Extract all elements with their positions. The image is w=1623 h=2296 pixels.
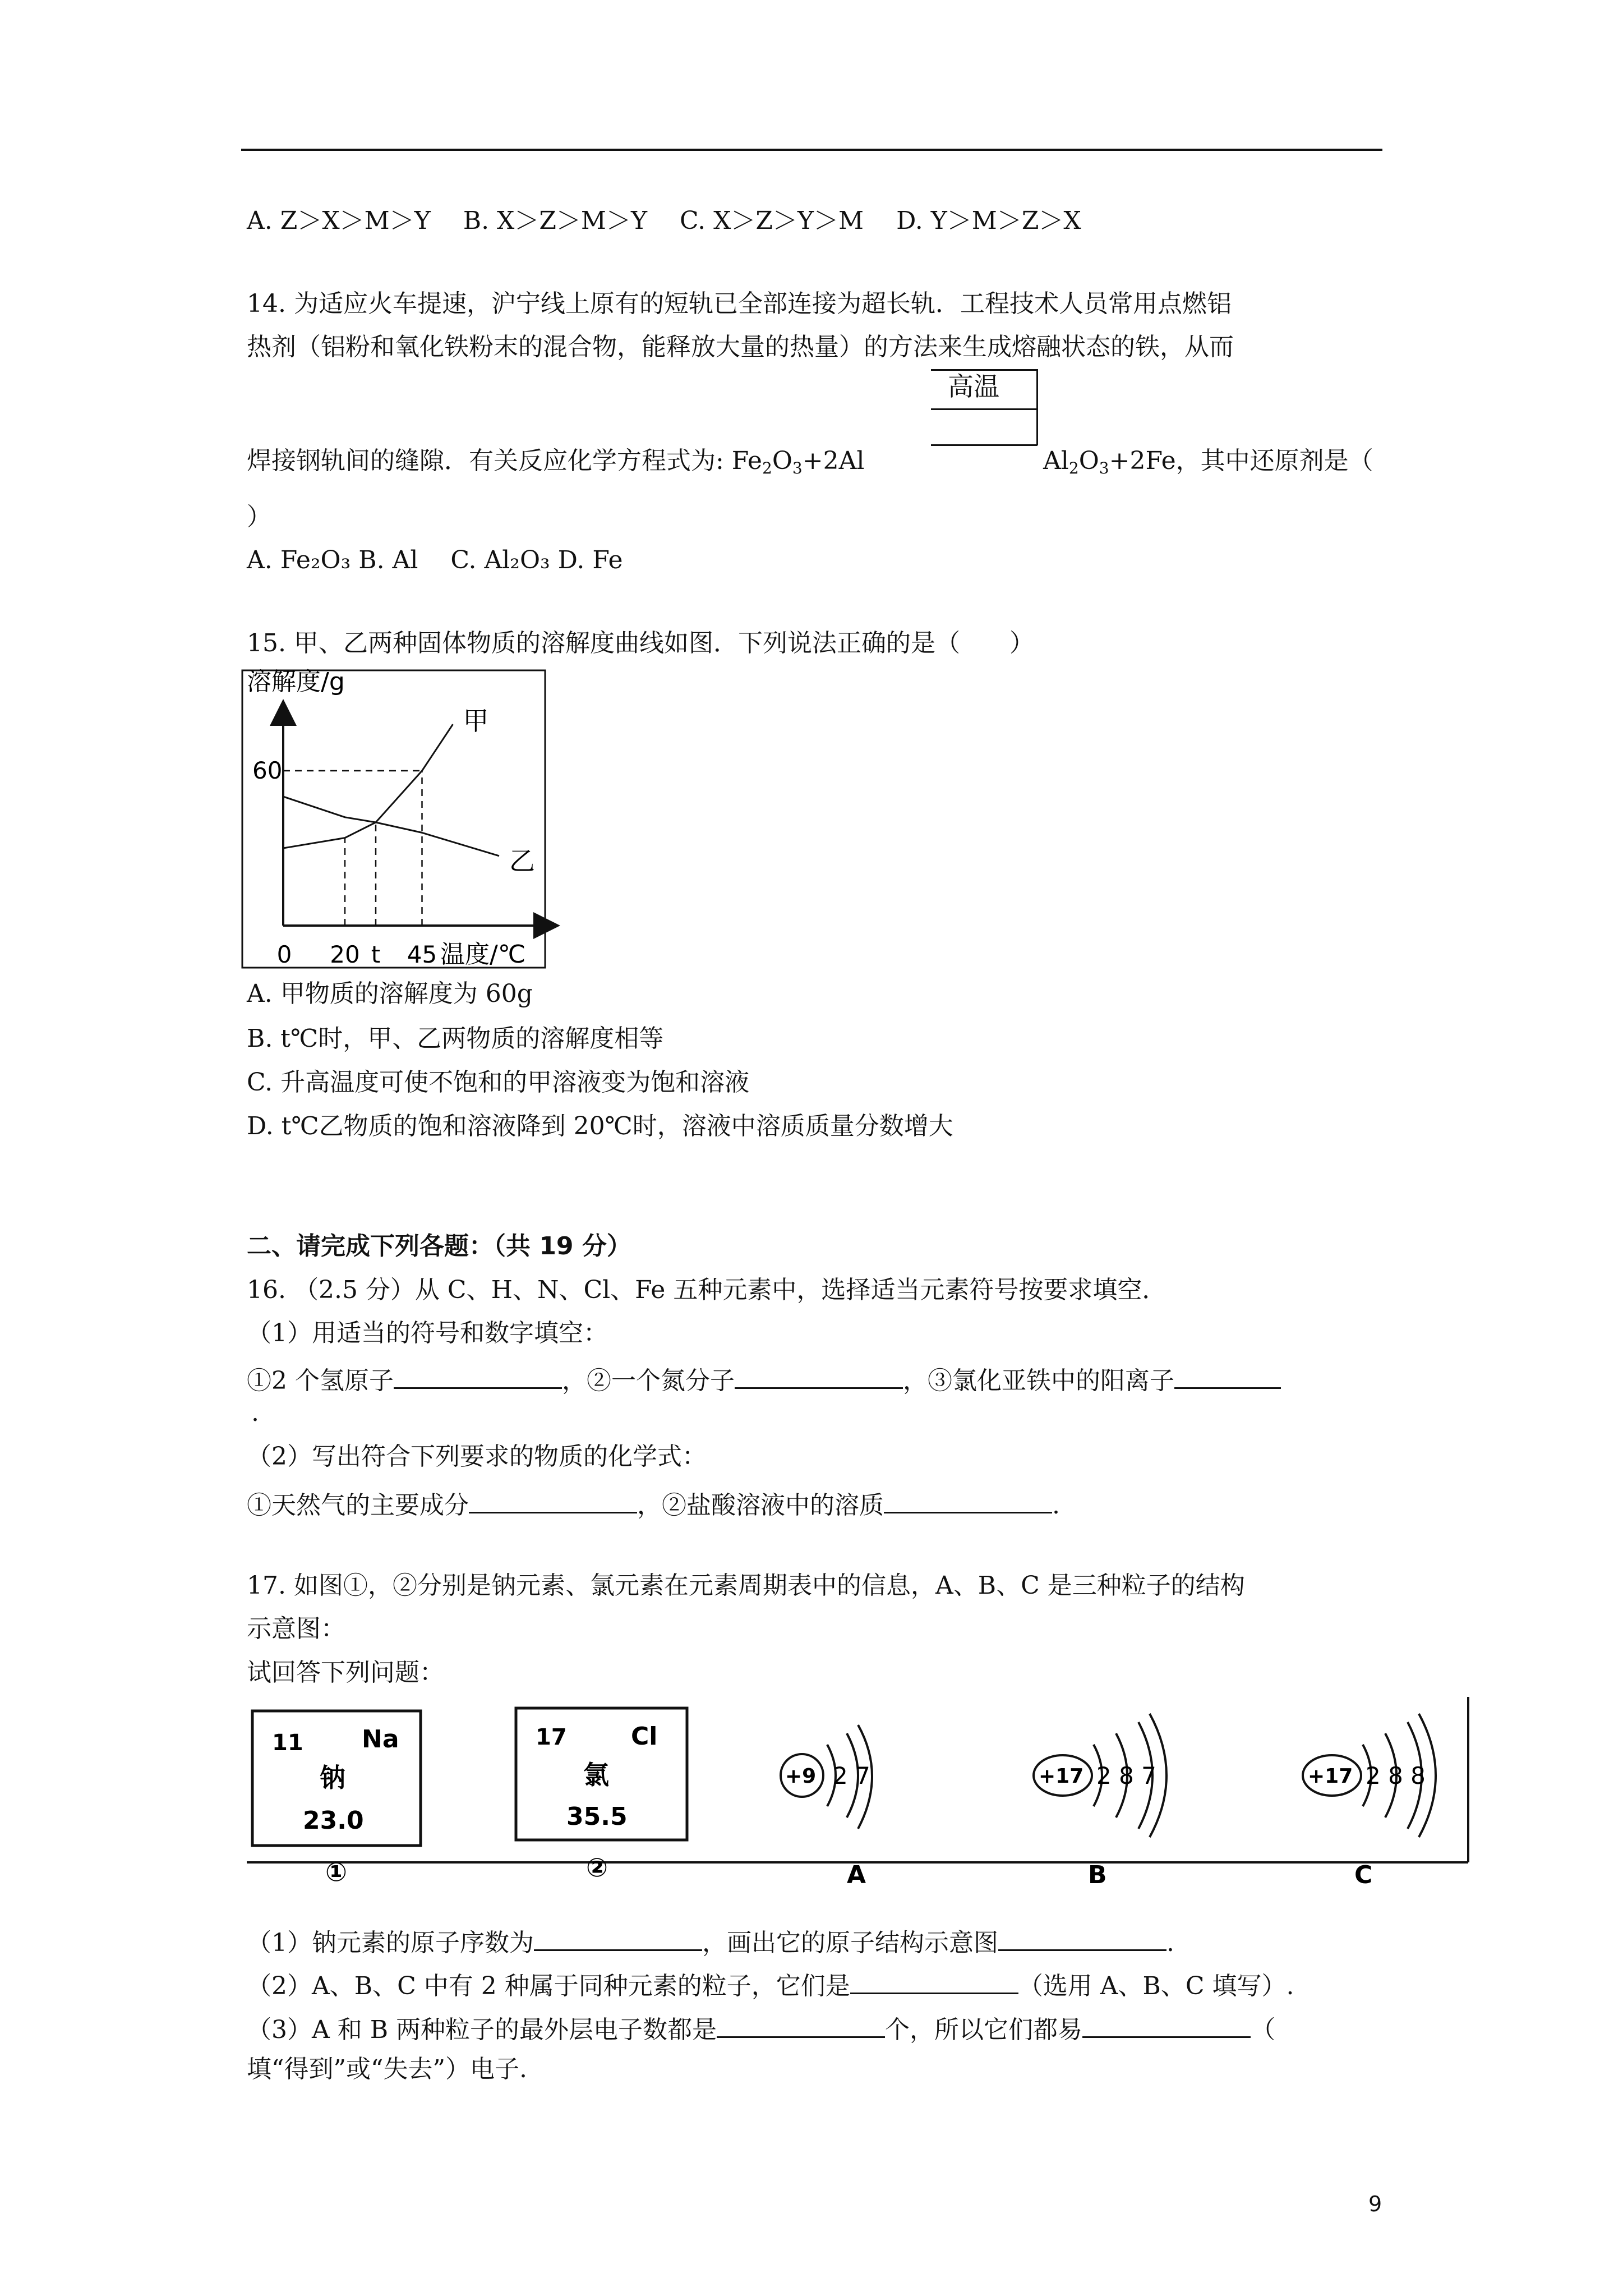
answer-blank[interactable]	[1174, 1365, 1281, 1389]
q16-stem: 16. （2.5 分）从 C、H、N、Cl、Fe 五种元素中，选择适当元素符号按要求填空．	[247, 1276, 1167, 1304]
particle-c-label: C	[1354, 1861, 1373, 1885]
answer-blank[interactable]	[884, 1489, 1052, 1513]
answer-blank[interactable]	[850, 1970, 1018, 1994]
x-tick-label: 0	[276, 941, 292, 968]
q15-option-b: B. t℃时，甲、乙两物质的溶解度相等	[247, 1024, 664, 1053]
particle-b-label: B	[1088, 1861, 1107, 1885]
series-label-1: 甲	[463, 706, 489, 737]
particle-b-charge: +17	[1039, 1765, 1084, 1788]
chlorine-symbol: Cl	[631, 1722, 658, 1751]
page-number: 9	[1368, 2192, 1382, 2216]
q14-line1: 14. 为适应火车提速，沪宁线上原有的短轨已全部连接为超长轨．工程技术人员常用点燃铝	[247, 289, 1232, 318]
particle-a-shells: 2 7	[833, 1762, 870, 1789]
header-rule	[241, 149, 1382, 151]
chart-frame	[242, 670, 545, 968]
sodium-atomic-number: 11	[272, 1730, 303, 1756]
x-tick-label: 45	[407, 941, 437, 968]
answer-blank[interactable]	[469, 1489, 637, 1513]
condition-bracket-right	[1036, 369, 1038, 445]
answer-blank[interactable]	[717, 2014, 885, 2038]
sodium-name: 钠	[320, 1763, 345, 1793]
answer-blank[interactable]	[998, 1927, 1166, 1951]
q17-line2: 示意图：	[247, 1614, 345, 1643]
q15-option-a: A. 甲物质的溶解度为 60g	[247, 979, 533, 1008]
particle-a-charge: +9	[785, 1765, 817, 1788]
element-figure	[241, 1691, 1475, 1885]
y-tick-label: 60	[252, 757, 283, 784]
q14-line4: ）	[247, 503, 271, 531]
sodium-symbol: Na	[362, 1725, 399, 1754]
chlorine-atomic-number: 17	[536, 1724, 567, 1750]
q16-part2-fill: ①天然气的主要成分 ，②盐酸溶液中的溶质 .	[247, 1489, 1060, 1518]
q16-part1-end: .	[251, 1398, 259, 1427]
condition-bracket-top	[931, 369, 1038, 371]
chlorine-label: ②	[586, 1852, 608, 1883]
q14-equation-left: 焊接钢轨间的缝隙．有关反应化学方程式为: $Fe_2O_3+2Al$	[247, 447, 865, 477]
q14-options: A. Fe₂O₃ B. Al C. Al₂O₃ D. Fe	[247, 546, 623, 574]
sodium-mass: 23.0	[303, 1806, 364, 1835]
q13-options: A. Z＞X＞M＞Y B. X＞Z＞M＞Y C. X＞Z＞Y＞M D. Y＞M＞Z＞X	[247, 206, 1081, 235]
q16-part1: （1）用适当的符号和数字填空：	[247, 1319, 608, 1347]
q15-option-c: C. 升高温度可使不饱和的甲溶液变为饱和溶液	[247, 1068, 750, 1097]
solubility-chart	[241, 662, 578, 970]
particle-c-shells: 2 8 8	[1366, 1762, 1426, 1789]
q17-question1: （1）钠元素的原子序数为 ，画出它的原子结构示意图 .	[247, 1927, 1174, 1955]
answer-blank[interactable]	[394, 1365, 562, 1389]
condition-underline	[931, 408, 1038, 410]
q16-part1-fill: ①2 个氢原子 ，②一个氮分子 ，③氯化亚铁中的阳离子	[247, 1365, 1281, 1393]
particle-b-shells: 2 8 7	[1096, 1762, 1156, 1789]
q14-equation-right: $Al_2O_3+2Fe$，其中还原剂是（	[1043, 447, 1373, 477]
chart-ylabel: 溶解度/g	[247, 668, 345, 696]
chlorine-name: 氯	[583, 1760, 609, 1790]
particle-c-charge: +17	[1308, 1765, 1353, 1788]
answer-blank[interactable]	[735, 1365, 903, 1389]
q17-question3-line2: 填“得到”或“失去”）电子.	[247, 2055, 527, 2083]
x-tick-label: t	[371, 941, 381, 968]
q16-part2: （2）写出符合下列要求的物质的化学式：	[247, 1442, 707, 1471]
q15-stem: 15. 甲、乙两种固体物质的溶解度曲线如图．下列说法正确的是（ ）	[247, 629, 1034, 657]
reaction-condition: 高温	[948, 371, 999, 402]
chart-xlabel: 温度/℃	[440, 940, 526, 969]
series-line-1	[283, 724, 453, 848]
q15-option-d: D. t℃乙物质的饱和溶液降到 20℃时，溶液中溶质质量分数增大	[247, 1112, 953, 1140]
q17-question3: （3）A 和 B 两种粒子的最外层电子数都是 个，所以它们都易 （	[247, 2014, 1275, 2042]
x-tick-label: 20	[330, 941, 360, 968]
series-label-2: 乙	[509, 845, 535, 876]
q17-question2: （2）A、B、C 中有 2 种属于同种元素的粒子，它们是 （选用 A、B、C 填写）.	[247, 1970, 1294, 1999]
answer-blank[interactable]	[1082, 2014, 1251, 2038]
answer-blank[interactable]	[534, 1927, 702, 1951]
section-heading: 二、请完成下列各题：（共 19 分）	[247, 1232, 631, 1260]
reaction-arrow-line	[931, 444, 1038, 446]
chlorine-mass: 35.5	[566, 1802, 628, 1831]
q17-line1: 17. 如图①，②分别是钠元素、氯元素在元素周期表中的信息，A、B、C 是三种粒子的结构	[247, 1571, 1245, 1600]
q17-line3: 试回答下列问题：	[247, 1658, 444, 1687]
particle-a-label: A	[847, 1861, 866, 1885]
q14-line2: 热剂（铝粉和氧化铁粉末的混合物，能释放大量的热量）的方法来生成熔融状态的铁，从而	[247, 333, 1234, 361]
sodium-label: ①	[325, 1857, 347, 1885]
